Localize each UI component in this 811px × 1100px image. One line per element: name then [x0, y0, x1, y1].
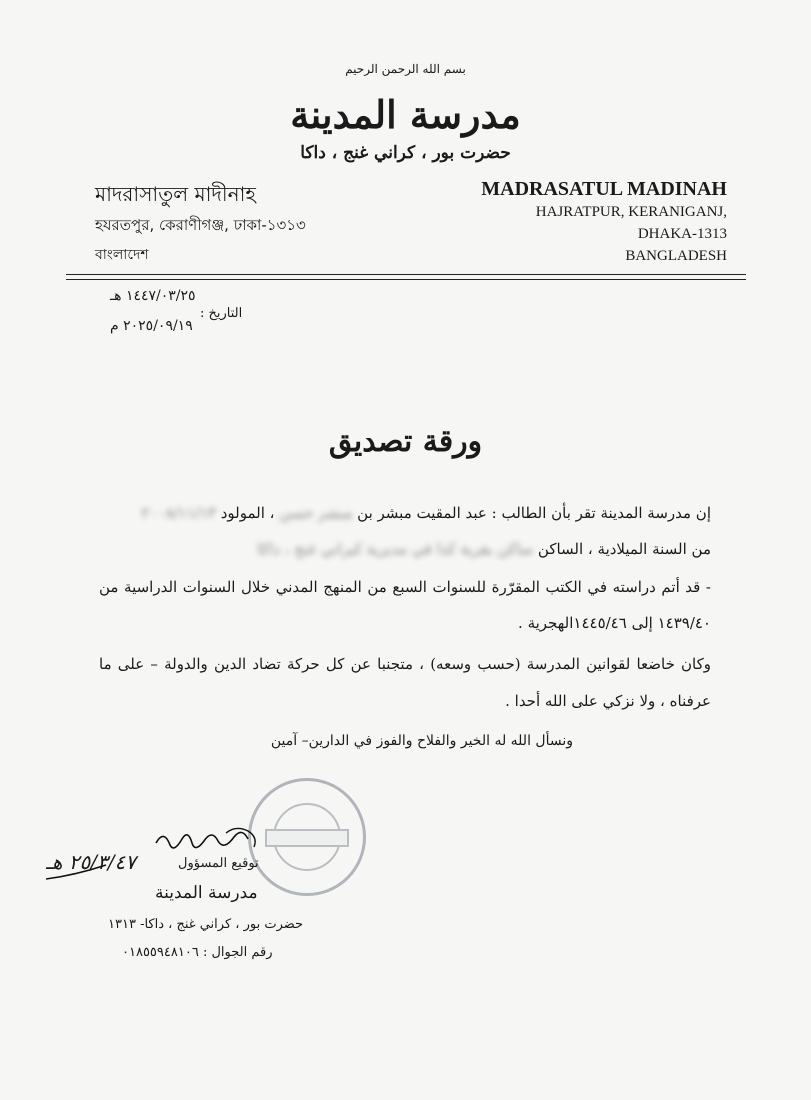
header-divider-bottom — [66, 279, 746, 280]
certificate-line-3: - قد أتم دراسته في الكتب المقرّرة للسنوات السبع من المنهج المدني خلال السنوات الدراسية من — [99, 578, 711, 596]
redacted-birth-date: ٢٠٠٨/١١/١٣ — [141, 504, 216, 522]
certificate-line-4: ١٤٣٩/٤٠ إلى ١٤٤٥/٤٦الهجرية . — [518, 614, 711, 632]
bengali-address: হযরতপুর, কেরাণীগঞ্জ, ঢাকা-১৩১৩ — [95, 216, 306, 234]
certificate-line-5: وكان خاضعا لقوانين المدرسة (حسب وسعه) ، متجنبا عن كل حركة تضاد الدين والدولة – على ما — [99, 655, 711, 673]
certificate-line-1 — [99, 504, 711, 522]
certificate-title: ورقة تصديق — [328, 424, 483, 459]
english-address-line2: DHAKA-1313 — [637, 226, 727, 242]
bengali-country: বাংলাদেশ — [95, 247, 149, 263]
redacted-address: ساكن بقرية كذا في مديرية كيراني غنج ، داكا — [257, 540, 534, 558]
resident-label: من السنة الميلادية ، الساكن — [537, 540, 711, 558]
arabic-madrasa-name: مدرسة المدينة — [290, 92, 521, 137]
english-address-line1: HAJRATPUR, KERANIGANJ, — [535, 204, 727, 220]
english-madrasa-name: MADRASATUL MADINAH — [481, 178, 727, 200]
certificate-line-6: عرفناه ، ولا نزكي على الله أحدا . — [505, 692, 711, 710]
student-statement: إن مدرسة المدينة تقر بأن الطالب : عبد المقيت مبشر بن — [357, 504, 711, 522]
signature-date: ٢٥/٣/٤٧ هـ — [46, 850, 136, 874]
basmala: بسم الله الرحمن الرحيم — [345, 62, 466, 76]
footer-address: حضرت بور ، كراني غنج ، داكا- ١٣١٣ — [108, 917, 304, 932]
date-label: التاريخ : — [200, 306, 243, 321]
signature-label: توقيع المسؤول — [178, 856, 259, 871]
closing-prayer: ونسأل الله له الخير والفلاح والفوز في الدارين– آمين — [270, 733, 573, 749]
footer-org-name: مدرسة المدينة — [155, 883, 258, 903]
footer-phone: رقم الجوال : ٠١٨٥٥٩٤٨١٠٦ — [122, 945, 273, 960]
bengali-madrasa-name: মাদরাসাতুল মাদীনাহ — [95, 182, 256, 206]
certificate-line-2 — [99, 540, 711, 558]
svg-text:عرفان الحق: عرفان الحق — [196, 851, 202, 852]
header-divider-top — [66, 274, 746, 275]
english-address-line3: BANGLADESH — [625, 248, 727, 264]
arabic-address: حضرت بور ، كراني غنج ، داكا — [300, 143, 511, 163]
date-gregorian: ٢٠٢٥/٠٩/١٩ م — [110, 318, 193, 334]
redacted-father-name: مبشر حسن — [279, 504, 353, 522]
date-hijri: ١٤٤٧/٠٣/٢٥ هـ — [110, 288, 196, 304]
born-label: ، المولود — [220, 504, 275, 522]
